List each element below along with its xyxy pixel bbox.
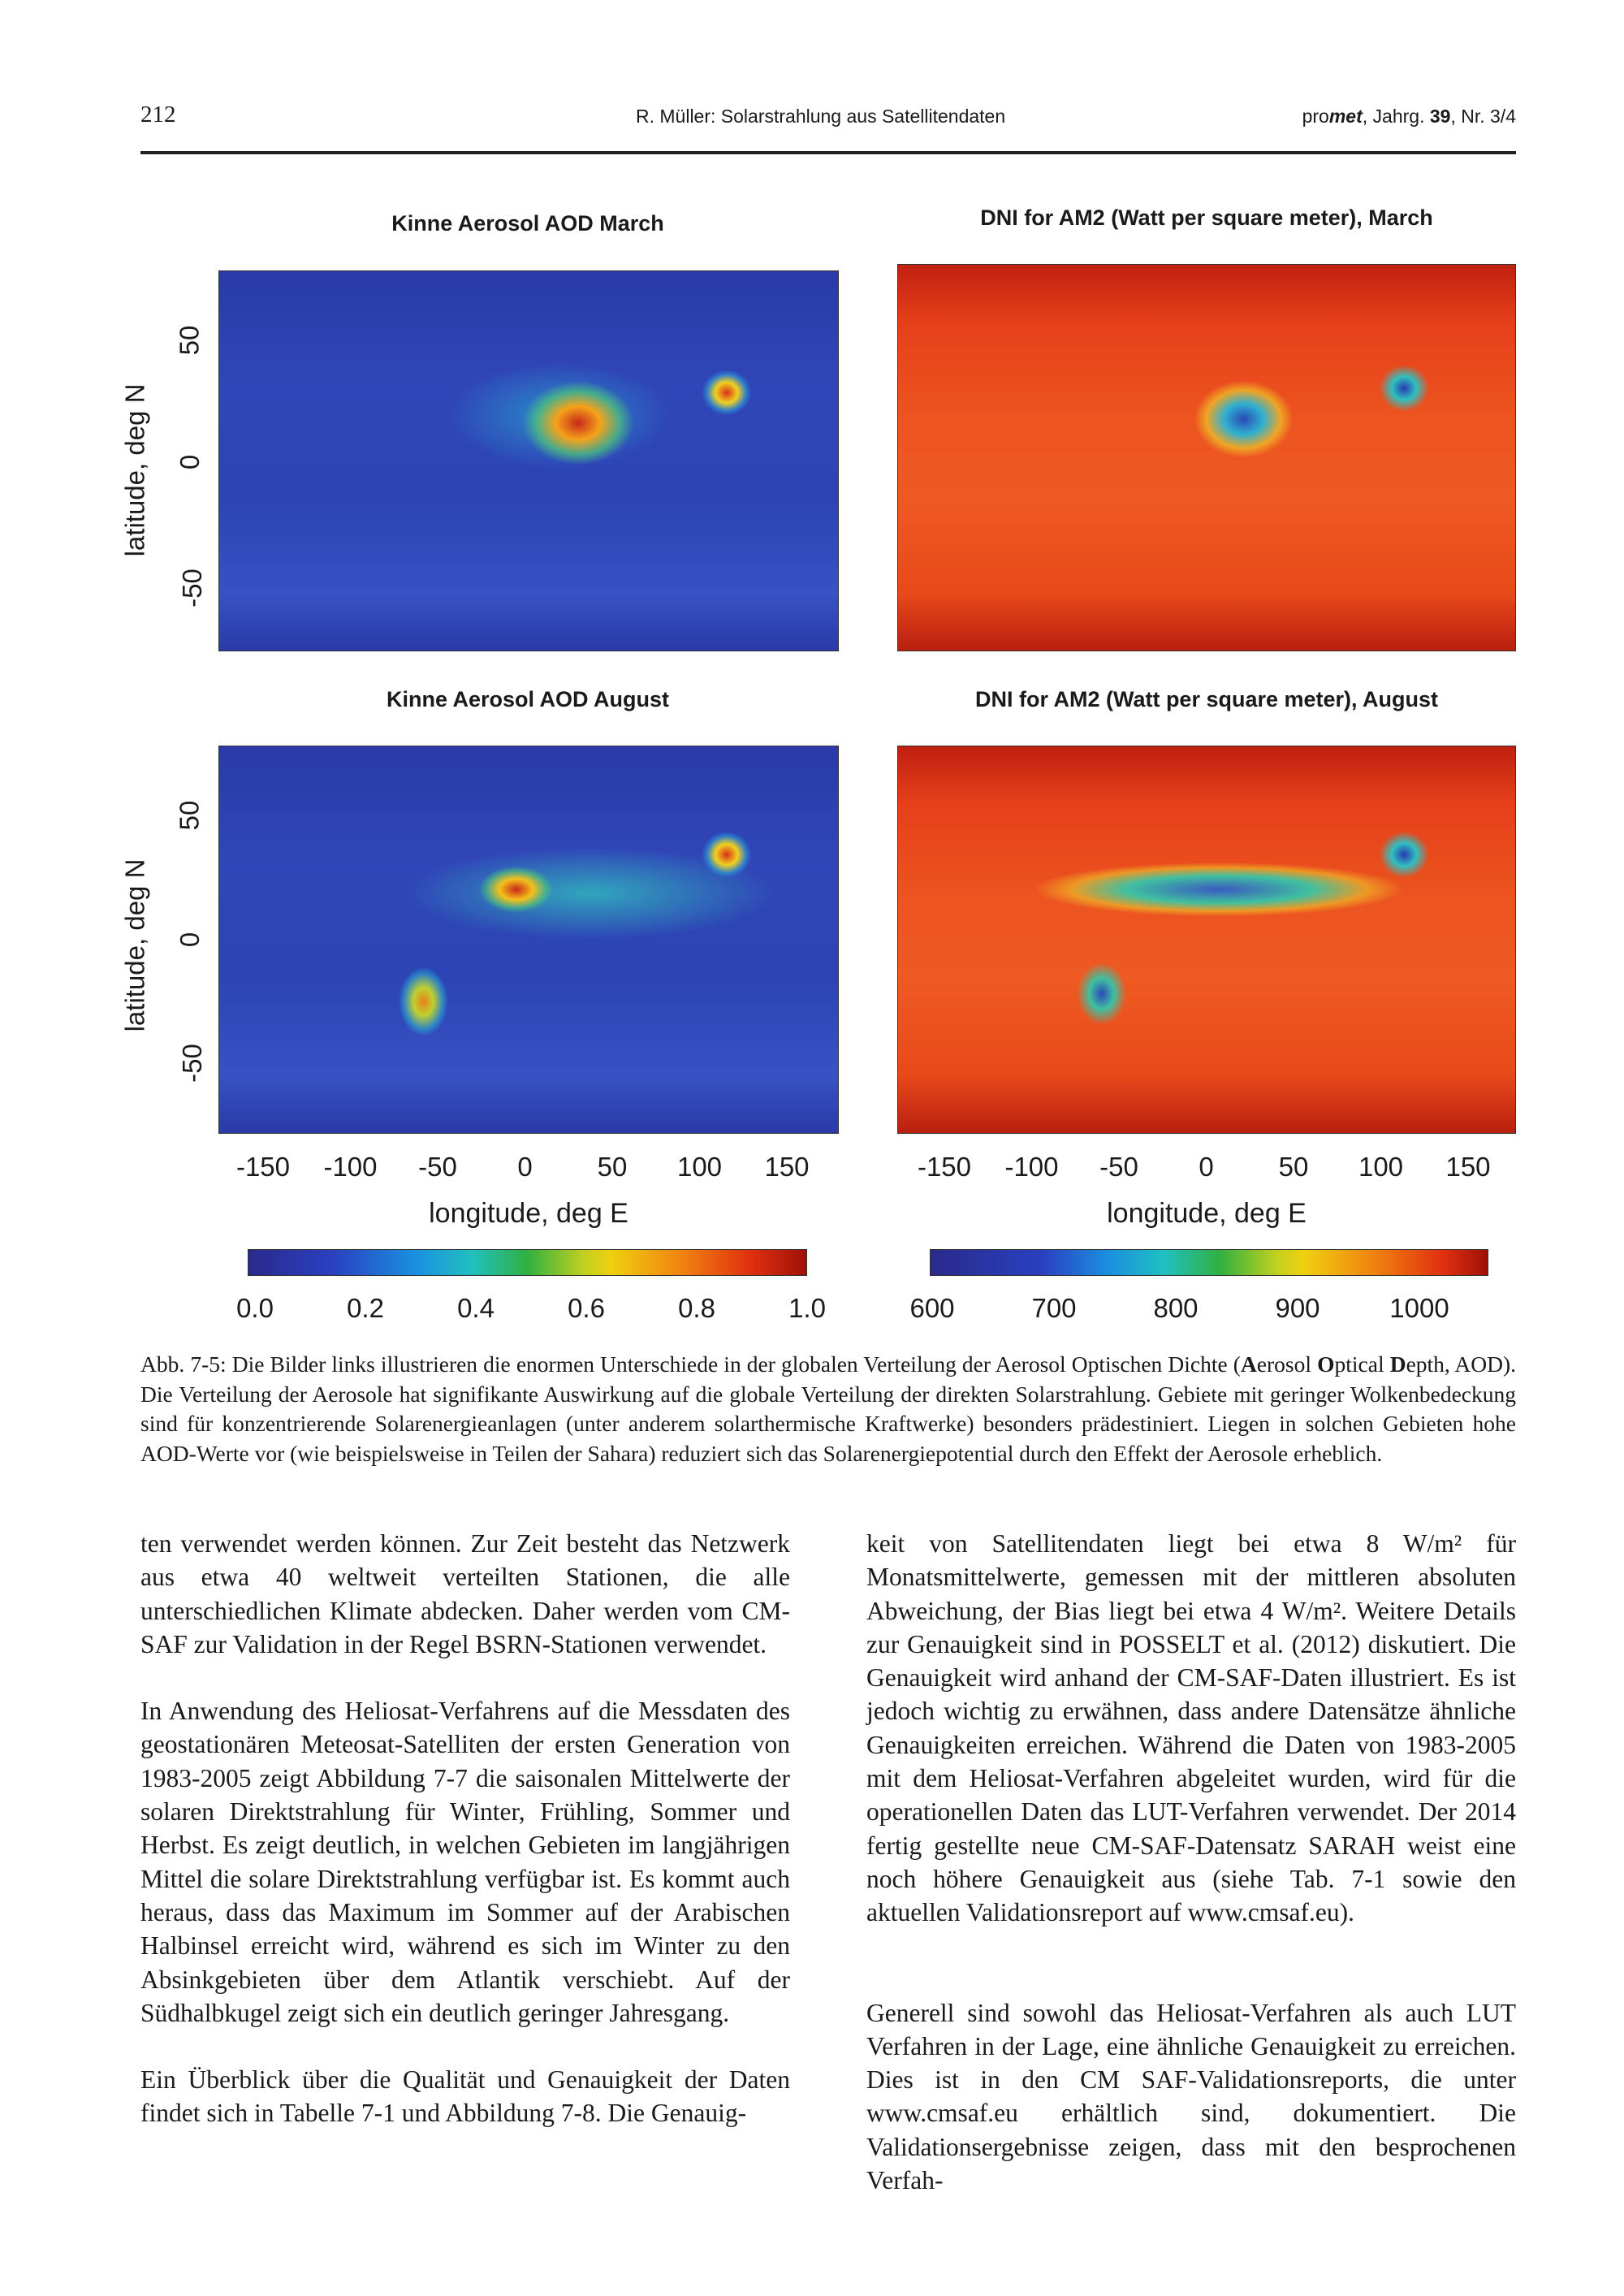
- y-tick: 0: [175, 454, 205, 470]
- colorbar-tick: 600: [909, 1293, 955, 1323]
- x-tick: 150: [764, 1152, 810, 1182]
- y-tick: 50: [174, 800, 205, 831]
- aod-map-august: [218, 746, 839, 1134]
- aod-colorbar: [248, 1249, 807, 1276]
- panel-title: Kinne Aerosol AOD March: [391, 211, 664, 236]
- colorbar-tick: 0.8: [678, 1293, 715, 1323]
- caption-text: epth, AOD). Die Verteilung der Aerosole hat signifikante Auswirkung auf die globale Verteilung der direkten Solarstrahlung. Gebiete mit geringer Wolkenbedeckung sind für konzentrierende Solarenergieanlagen (unter anderem solarthermische Kraftwerke) besonders prädestiniert. Liegen in solchen Gebieten hohe AOD-Werte vor (wie beispielsweise in Teilen der Sahara) reduziert sich das Solarenergiepotential durch den Effekt der Aerosole erheblich.: [140, 1351, 1516, 1466]
- x-tick: -150: [917, 1152, 972, 1182]
- body-column-left: [140, 1527, 790, 2164]
- colorbar-tick: 0.2: [347, 1293, 384, 1323]
- caption-bold: O: [1317, 1351, 1335, 1377]
- y-tick: -50: [176, 1044, 207, 1083]
- panel-title: Kinne Aerosol AOD August: [386, 687, 669, 711]
- journal-info: [1302, 106, 1516, 128]
- paragraph: keit von Satellitendaten liegt bei etwa 8 W/m² für Monatsmittelwerte, gemessen mit der mittleren absoluten Abweichung, der Bias liegt bei etwa 4 W/m². Weitere Details zur Genauigkeit sind in POSSELT et al. (2012) diskutiert. Die Genauigkeit wird anhand der CM-SAF-Daten illustriert. Es ist jedoch wichtig zu erwähnen, dass andere Datensätze ähnliche Genauigkeiten erreichen. Während die Daten von 1983-2005 mit dem Heliosat-Verfahren abgeleitet wurden, wird für die operationellen Daten das LUT-Verfahren verwendet. Der 2014 fertig gestellte neue CM-SAF-Datensatz SARAH weist eine noch höhere Genauigkeit aus (siehe Tab. 7-1 sowie den aktuellen Validationsreport auf www.cmsaf.eu).: [866, 1529, 1516, 1927]
- y-tick: 50: [174, 325, 205, 356]
- x-axis-label: longitude, deg E: [429, 1198, 628, 1229]
- volume: 39: [1429, 106, 1451, 127]
- x-axis-label: longitude, deg E: [1107, 1198, 1307, 1229]
- colorbar-tick: 700: [1031, 1293, 1077, 1323]
- paragraph: In Anwendung des Heliosat-Verfahrens auf die Messdaten des geostationären Meteosat-Satelliten der ersten Generation von 1983-2005 zeigt Abbildung 7-7 die saisonalen Mittelwerte der solaren Direktstrahlung für Winter, Frühling, Sommer und Herbst. Es zeigt deutlich, in welchen Gebieten im langjährigen Mittel die solare Direktstrahlung verfügbar ist. Es kommt auch heraus, dass das Maximum im Sommer auf der Arabischen Halbinsel erreicht wird, während es sich im Winter zu den Absinkgebieten über dem Atlantik verschiebt. Auf der Südhalbkugel zeigt sich ein deutlich geringer Jahresgang.: [140, 1697, 790, 2027]
- panel-title: DNI for AM2 (Watt per square meter), March: [980, 205, 1433, 230]
- journal-bold: met: [1328, 106, 1363, 127]
- aod-map-march: [218, 270, 839, 651]
- dni-map-august: [897, 746, 1516, 1134]
- colorbar-tick: 1000: [1389, 1293, 1449, 1323]
- running-title: R. Müller: Solarstrahlung aus Satellitendaten: [636, 106, 1006, 127]
- colorbar-tick: 1.0: [788, 1293, 826, 1323]
- paragraph: Generell sind sowohl das Heliosat-Verfahren als auch LUT Verfahren in der Lage, eine ähnliche Genauigkeit zu erreichen. Dies ist in den CM SAF-Validationsreports, die unter www.cmsaf.eu erhältlich sind, dokumentiert. Die Validationsergebnisse zeigen, dass mit den besprochenen Verfah-: [866, 1998, 1516, 2195]
- x-tick: 50: [597, 1152, 628, 1182]
- x-tick: -100: [323, 1152, 378, 1182]
- paragraph: Ein Überblick über die Qualität und Genauigkeit der Daten findet sich in Tabelle 7-1 und Abbildung 7-8. Die Genauig-: [140, 2065, 790, 2128]
- colorbar-tick: 800: [1153, 1293, 1199, 1323]
- x-tick: 100: [676, 1152, 723, 1182]
- y-tick: -50: [176, 569, 207, 608]
- caption-text: ptical: [1334, 1351, 1390, 1377]
- journal-mid: , Jahrg.: [1362, 106, 1430, 127]
- caption-bold: D: [1389, 1351, 1406, 1377]
- x-tick: -100: [1004, 1152, 1059, 1182]
- x-tick: -150: [235, 1152, 291, 1182]
- colorbar-tick: 900: [1275, 1293, 1320, 1323]
- x-tick: 150: [1445, 1152, 1491, 1182]
- dni-map-march: [897, 264, 1516, 651]
- page-number: 212: [140, 102, 176, 128]
- caption-text: Abb. 7-5: Die Bilder links illustrieren die enormen Unterschiede in der globalen Verteilung der Aerosol Optischen Dichte (: [140, 1351, 1241, 1377]
- journal-pre: pro: [1302, 106, 1329, 127]
- colorbar-tick: 0.4: [457, 1293, 495, 1323]
- y-tick: 0: [175, 932, 205, 948]
- caption-text: erosol: [1256, 1351, 1318, 1377]
- x-tick: -50: [418, 1152, 457, 1182]
- issue: , Nr. 3/4: [1450, 106, 1516, 127]
- panel-title: DNI for AM2 (Watt per square meter), August: [974, 687, 1439, 711]
- colorbar-tick: 0.0: [236, 1293, 274, 1323]
- x-tick: 100: [1358, 1152, 1404, 1182]
- caption-bold: A: [1240, 1351, 1257, 1377]
- figure-caption: [140, 1350, 1516, 1468]
- paragraph: ten verwendet werden können. Zur Zeit besteht das Netzwerk aus etwa 40 weltweit verteilten Stationen, die alle unterschiedlichen Klimate abdecken. Daher werden vom CM-SAF zur Validation in der Regel BSRN-Stationen verwendet.: [140, 1529, 790, 1658]
- header-rule: [140, 151, 1516, 154]
- x-tick: 0: [1199, 1152, 1214, 1182]
- y-axis-label: latitude, deg N: [119, 383, 150, 557]
- dni-colorbar: [930, 1249, 1488, 1276]
- body-column-right: [866, 1527, 1516, 2230]
- x-tick: -50: [1099, 1152, 1138, 1182]
- x-tick: 0: [517, 1152, 533, 1182]
- colorbar-tick: 0.6: [568, 1293, 605, 1323]
- y-axis-label: latitude, deg N: [119, 858, 150, 1032]
- x-tick: 50: [1278, 1152, 1309, 1182]
